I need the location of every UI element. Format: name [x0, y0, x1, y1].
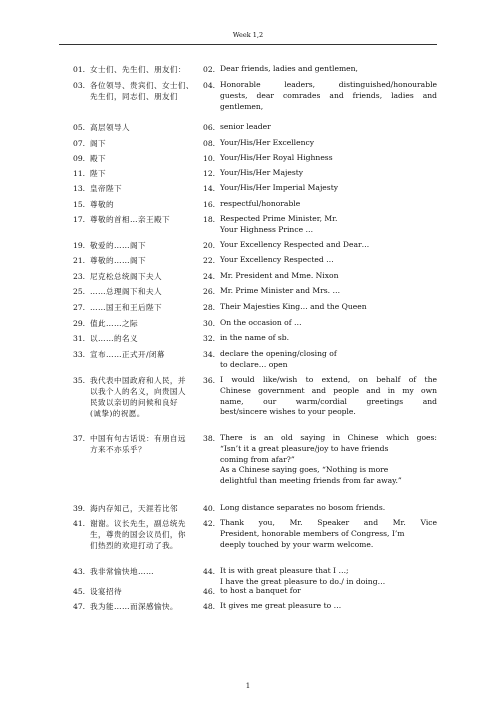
chinese-item-number: 39.: [73, 504, 86, 513]
header-title: Week 1,2: [232, 31, 264, 39]
chinese-phrase-line: 方来不亦乐乎？: [90, 445, 146, 454]
chinese-phrase-line: 尊敬的: [90, 200, 114, 209]
chinese-phrase-line: 阁下: [90, 139, 106, 148]
english-phrase-line: President, honorable members of Congress, I’m: [220, 528, 405, 538]
chinese-phrase-line: 设宴招待: [90, 587, 122, 596]
chinese-phrase-line: 先生们，同志们、朋友们: [90, 92, 178, 101]
english-phrase: [220, 333, 437, 344]
english-phrase-line: guests, dear comrades and friends, ladies and: [220, 90, 437, 100]
chinese-phrase: [90, 503, 206, 514]
chinese-phrase-line: 敬爱的……阁下: [90, 241, 146, 250]
english-phrase-line: Thank you, Mr. Speaker and Mr. Vice: [220, 518, 437, 527]
chinese-item-number: 41.: [73, 519, 86, 528]
english-phrase-line: As a Chinese saying goes, “Nothing is more: [220, 465, 389, 475]
chinese-phrase-line: 生，尊贵的国会议员们，你: [90, 530, 186, 539]
chinese-phrase-line: 陛下: [90, 169, 106, 178]
english-item-number: 02.: [203, 65, 216, 74]
chinese-phrase: [90, 240, 206, 251]
english-phrase: [220, 80, 437, 112]
chinese-phrase: [90, 153, 206, 164]
chinese-item-number: 23.: [73, 272, 86, 281]
chinese-phrase-line: (诚挚)的祝愿。: [90, 409, 145, 418]
english-item-number: 04.: [203, 81, 216, 90]
chinese-phrase: [90, 566, 206, 577]
english-phrase-line: It is with great pleasure that I …;: [220, 566, 349, 575]
english-item-number: 28.: [203, 303, 216, 312]
english-item-number: 20.: [203, 241, 216, 250]
english-phrase-line: Respected Prime Minister, Mr.: [220, 214, 338, 223]
chinese-phrase: [90, 80, 206, 102]
chinese-phrase-line: 我非常愉快地……: [90, 567, 154, 576]
chinese-phrase-line: 我代表中国政府和人民，并: [90, 376, 186, 385]
chinese-phrase: [90, 375, 206, 419]
chinese-phrase-line: 民致以亲切的问候和良好: [90, 398, 178, 407]
chinese-phrase-line: 们热烈的欢迎打动了我。: [90, 541, 178, 550]
chinese-phrase-line: 女士们、先生们、朋友们：: [90, 65, 186, 74]
english-phrase-line: Your/His/Her Imperial Majesty: [220, 183, 339, 192]
english-phrase-line: respectful/honorable: [220, 199, 301, 208]
chinese-phrase: [90, 518, 206, 551]
chinese-item-number: 01.: [73, 65, 86, 74]
chinese-item-number: 07.: [73, 139, 86, 148]
english-item-number: 10.: [203, 154, 216, 163]
chinese-item-number: 05.: [73, 123, 86, 132]
english-phrase-line: Your Excellency Respected and Dear…: [220, 240, 370, 249]
page-number: 1: [245, 682, 251, 690]
english-item-number: 44.: [203, 567, 216, 576]
english-item-number: 22.: [203, 256, 216, 265]
english-phrase: [220, 214, 437, 236]
english-phrase-line: delightful than meeting friends from far away.”: [220, 476, 402, 486]
english-item-number: 42.: [203, 519, 216, 528]
chinese-phrase-line: 尼克松总统阁下夫人: [90, 272, 162, 281]
chinese-item-number: 21.: [73, 256, 86, 265]
english-phrase-line: declare the opening/closing of: [220, 349, 337, 358]
english-item-number: 16.: [203, 200, 216, 209]
chinese-item-number: 13.: [73, 184, 86, 193]
chinese-item-number: 35.: [73, 376, 86, 385]
chinese-item-number: 33.: [73, 350, 86, 359]
chinese-phrase: [90, 349, 206, 360]
english-item-number: 24.: [203, 272, 216, 281]
english-phrase-line: There is an old saying in Chinese which goes:: [220, 433, 437, 442]
english-phrase: [220, 271, 437, 282]
chinese-phrase: [90, 214, 206, 225]
english-phrase-line: Their Majesties King… and the Queen: [220, 302, 367, 311]
english-item-number: 40.: [203, 504, 216, 513]
english-phrase-line: Dear friends, ladies and gentlemen,: [220, 64, 358, 73]
english-phrase: [220, 199, 437, 210]
english-phrase-line: to host a banquet for: [220, 586, 301, 595]
english-phrase: [220, 122, 437, 133]
chinese-phrase-line: 以……的名义: [90, 334, 138, 343]
chinese-item-number: 29.: [73, 319, 86, 328]
chinese-phrase: [90, 586, 206, 597]
english-item-number: 34.: [203, 350, 216, 359]
english-phrase-line: best/sincere wishes to your people.: [220, 407, 356, 417]
english-phrase-line: senior leader: [220, 122, 271, 131]
english-phrase-line: I have the great pleasure to do./ in doing…: [220, 576, 386, 586]
chinese-phrase: [90, 333, 206, 344]
chinese-item-number: 19.: [73, 241, 86, 250]
chinese-item-number: 09.: [73, 154, 86, 163]
english-phrase-line: Your Highness Prince …: [220, 224, 314, 234]
chinese-phrase: [90, 122, 206, 133]
chinese-phrase-line: 尊敬的首相…亲王殿下: [90, 215, 170, 224]
chinese-phrase: [90, 318, 206, 329]
english-phrase: [220, 240, 437, 251]
english-phrase-line: to declare… open: [220, 359, 288, 369]
chinese-phrase-line: 高层领导人: [90, 123, 130, 132]
chinese-phrase-line: 我为能……而深感愉快。: [90, 602, 178, 611]
english-phrase-line: gentlemen,: [220, 101, 264, 111]
english-item-number: 26.: [203, 287, 216, 296]
chinese-phrase-line: 殿下: [90, 154, 106, 163]
chinese-item-number: 25.: [73, 287, 86, 296]
english-item-number: 46.: [203, 587, 216, 596]
english-phrase: [220, 302, 437, 313]
chinese-item-number: 47.: [73, 602, 86, 611]
english-item-number: 18.: [203, 215, 216, 224]
english-phrase-line: Chinese government and people and in my own: [220, 385, 437, 395]
english-item-number: 36.: [203, 376, 216, 385]
chinese-phrase: [90, 286, 206, 297]
english-phrase-line: Honorable leaders, distinguished/honourable: [220, 80, 437, 89]
english-phrase-line: coming from afar?”: [220, 454, 295, 464]
english-phrase: [220, 64, 437, 75]
english-phrase: [220, 586, 437, 597]
english-phrase-line: On the occasion of …: [220, 318, 302, 327]
chinese-phrase-line: 宣布……正式开/闭幕: [90, 350, 165, 359]
chinese-phrase: [90, 601, 206, 612]
english-item-number: 12.: [203, 169, 216, 178]
english-phrase-line: Your/His/Her Royal Highness: [220, 153, 333, 162]
english-item-number: 14.: [203, 184, 216, 193]
chinese-phrase-line: 以我个人的名义，向贵国人: [90, 387, 186, 396]
english-phrase-line: Mr. Prime Minister and Mrs. …: [220, 286, 341, 295]
english-phrase: [220, 153, 437, 164]
chinese-phrase-line: 海内存知己，天涯若比邻: [90, 504, 178, 513]
english-phrase: [220, 286, 437, 297]
chinese-phrase-line: 中国有句古话说：有朋自远: [90, 434, 186, 443]
english-phrase: [220, 318, 437, 329]
chinese-item-number: 15.: [73, 200, 86, 209]
chinese-phrase: [90, 168, 206, 179]
english-item-number: 48.: [203, 602, 216, 611]
english-phrase-line: name, our warm/cordial greetings and: [220, 396, 437, 406]
chinese-item-number: 43.: [73, 567, 86, 576]
chinese-phrase-line: 皇帝陛下: [90, 184, 122, 193]
chinese-item-number: 27.: [73, 303, 86, 312]
chinese-item-number: 03.: [73, 81, 86, 90]
chinese-phrase: [90, 255, 206, 266]
english-phrase: [220, 349, 437, 371]
chinese-phrase-line: ……总理阁下和夫人: [90, 287, 162, 296]
english-phrase-line: Your Excellency Respected …: [220, 255, 334, 264]
english-phrase-line: Your/His/Her Majesty: [220, 168, 304, 177]
english-phrase: [220, 375, 437, 418]
english-phrase-line: “Isn’t it a great pleasure/joy to have friends: [220, 443, 389, 453]
english-phrase: [220, 433, 437, 487]
english-phrase: [220, 138, 437, 149]
chinese-phrase: [90, 138, 206, 149]
english-phrase-line: Long distance separates no bosom friends.: [220, 503, 386, 512]
chinese-phrase: [90, 199, 206, 210]
english-item-number: 08.: [203, 139, 216, 148]
english-phrase-line: deeply touched by your warm welcome.: [220, 539, 374, 549]
english-phrase: [220, 255, 437, 266]
english-phrase: [220, 566, 437, 588]
chinese-item-number: 11.: [73, 169, 86, 178]
english-phrase: [220, 601, 437, 612]
chinese-phrase-line: ……国王和王后陛下: [90, 303, 162, 312]
english-phrase: [220, 183, 437, 194]
chinese-item-number: 17.: [73, 215, 86, 224]
chinese-phrase-line: 值此……之际: [90, 319, 138, 328]
chinese-phrase-line: 各位领导、贵宾们、女士们、: [90, 81, 194, 90]
chinese-item-number: 45.: [73, 587, 86, 596]
english-phrase-line: It gives me great pleasure to …: [220, 601, 342, 610]
english-phrase-line: Your/His/Her Excellency: [220, 138, 315, 147]
english-phrase-line: in the name of sb.: [220, 333, 290, 342]
english-phrase-line: I would like/wish to extend, on behalf of the: [220, 375, 437, 384]
chinese-phrase: [90, 433, 206, 455]
english-item-number: 38.: [203, 434, 216, 443]
chinese-phrase: [90, 271, 206, 282]
english-phrase: [220, 518, 437, 550]
chinese-phrase: [90, 183, 206, 194]
chinese-phrase-line: 尊敬的……阁下: [90, 256, 146, 265]
english-phrase: [220, 503, 437, 514]
english-item-number: 30.: [203, 319, 216, 328]
english-item-number: 32.: [203, 334, 216, 343]
chinese-item-number: 37.: [73, 434, 86, 443]
chinese-phrase: [90, 302, 206, 313]
chinese-phrase: [90, 64, 206, 75]
english-item-number: 06.: [203, 123, 216, 132]
chinese-item-number: 31.: [73, 334, 86, 343]
english-phrase-line: Mr. President and Mme. Nixon: [220, 271, 339, 280]
chinese-phrase-line: 谢谢。议长先生，副总统先: [90, 519, 186, 528]
english-phrase: [220, 168, 437, 179]
